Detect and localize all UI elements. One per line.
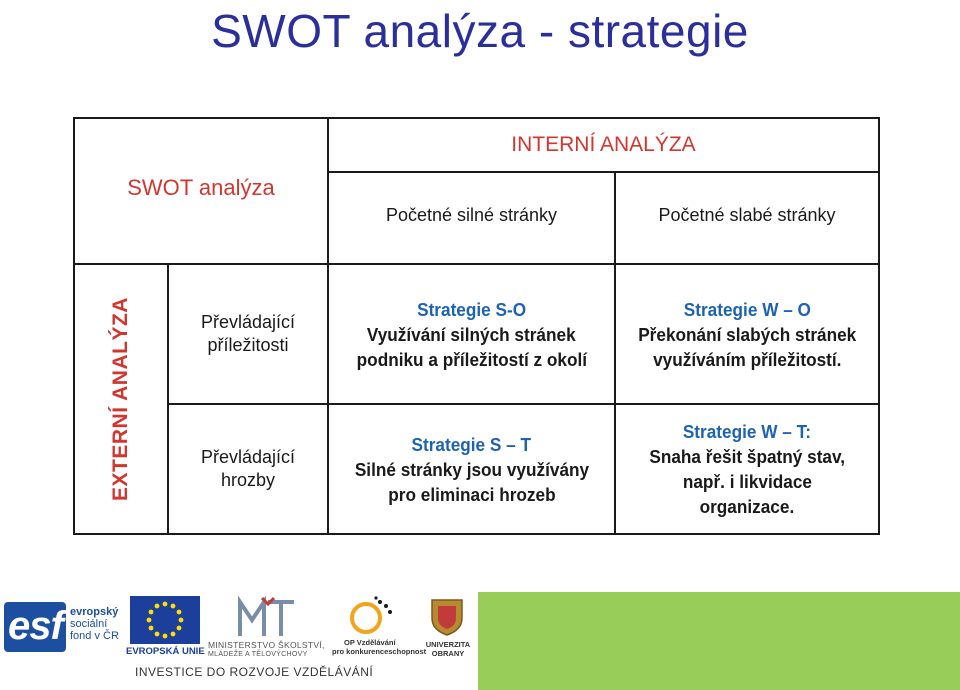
weaknesses-label: Početné slabé stránky: [658, 204, 836, 225]
op-vk-logo: [332, 594, 427, 660]
swot-corner-cell: [73, 117, 329, 265]
strategy-so-line2: podniku a příležitostí z okolí: [356, 349, 587, 370]
esf-logo-caption: [70, 606, 119, 642]
strategy-st-cell: [327, 403, 616, 535]
threats-label-line1: Převládající: [200, 447, 296, 467]
univerzita-obrany-logo: [418, 594, 476, 660]
uo-caption: [420, 640, 476, 658]
esf-line3: fond v ČR: [70, 630, 119, 642]
eu-logo: [126, 594, 204, 660]
strategy-st-line1: Silné stránky jsou využívány: [354, 458, 589, 480]
strategy-wt-title: Strategie W – T:: [682, 421, 812, 442]
shield-icon: [430, 596, 464, 636]
opportunities-cell: [167, 263, 329, 405]
esf-logo: [4, 594, 124, 660]
threats-cell: [167, 403, 329, 535]
uo-line2: OBRANY: [431, 649, 465, 658]
msmt-line1: MINISTERSTVO ŠKOLSTVÍ,: [208, 640, 325, 650]
investice-caption: INVESTICE DO ROZVOJE VZDĚLÁVÁNÍ: [135, 665, 374, 679]
eu-flag-icon: [130, 596, 200, 644]
strategy-wo-title: Strategie W – O: [683, 299, 811, 320]
strategy-so-title: Strategie S-O: [416, 299, 526, 320]
strategy-so-cell: [327, 263, 616, 405]
footer-logo-bar: [0, 592, 960, 690]
strengths-label: Početné silné stránky: [385, 204, 558, 225]
msmt-line2: MLÁDEŽE A TĚLOVÝCHOVY: [208, 651, 308, 658]
strategy-wt-line1: Snaha řešit špatný stav,: [649, 446, 845, 467]
strategy-wt-cell: [614, 403, 880, 535]
op-vk-mark-icon: [346, 596, 396, 636]
op-vk-line2: pro konkurenceschopnost: [332, 647, 427, 656]
external-analysis-header: [73, 263, 169, 535]
opportunities-label-line2: příležitosti: [207, 335, 289, 355]
msmt-caption: [208, 640, 325, 660]
eu-logo-label: EVROPSKÁ UNIE: [126, 646, 205, 657]
page-title: SWOT analýza - strategie: [211, 5, 749, 57]
esf-logo-text: esf: [8, 604, 63, 648]
strategy-wo-line1: Překonání slabých stránek: [637, 324, 857, 345]
strategy-wo-cell: [614, 263, 880, 405]
strategy-so-line1: Využívání silných stránek: [367, 324, 576, 345]
op-vk-caption: [332, 638, 426, 656]
strategy-st-line2: pro eliminaci hrozeb: [387, 483, 556, 505]
footer-logos: [0, 592, 478, 690]
threats-label-line2: hrozby: [220, 470, 276, 490]
footer-green-band: [478, 592, 960, 690]
esf-line2: sociální: [70, 618, 108, 630]
strategy-wt-line3: organizace.: [699, 496, 795, 517]
msmt-mark-icon: [236, 596, 296, 638]
weaknesses-header: [614, 171, 880, 265]
strategy-wo-line2: využíváním příležitostí.: [652, 349, 842, 370]
strategy-wt-line2: např. i likvidace: [682, 471, 812, 492]
msmt-logo: [208, 594, 328, 660]
strategy-st-title: Strategie S – T: [411, 433, 532, 455]
op-vk-line1: OP Vzdělávání: [344, 638, 396, 647]
esf-line1: evropský: [70, 606, 119, 618]
swot-table: [73, 117, 880, 535]
external-analysis-label: EXTERNÍ ANALÝZA: [109, 297, 132, 501]
internal-analysis-header: [327, 117, 880, 173]
uo-line1: UNIVERZITA: [425, 640, 471, 649]
internal-analysis-label: INTERNÍ ANALÝZA: [511, 133, 696, 156]
swot-corner-label: SWOT analýza: [127, 175, 275, 200]
opportunities-label-line1: Převládající: [200, 312, 296, 332]
strengths-header: [327, 171, 616, 265]
